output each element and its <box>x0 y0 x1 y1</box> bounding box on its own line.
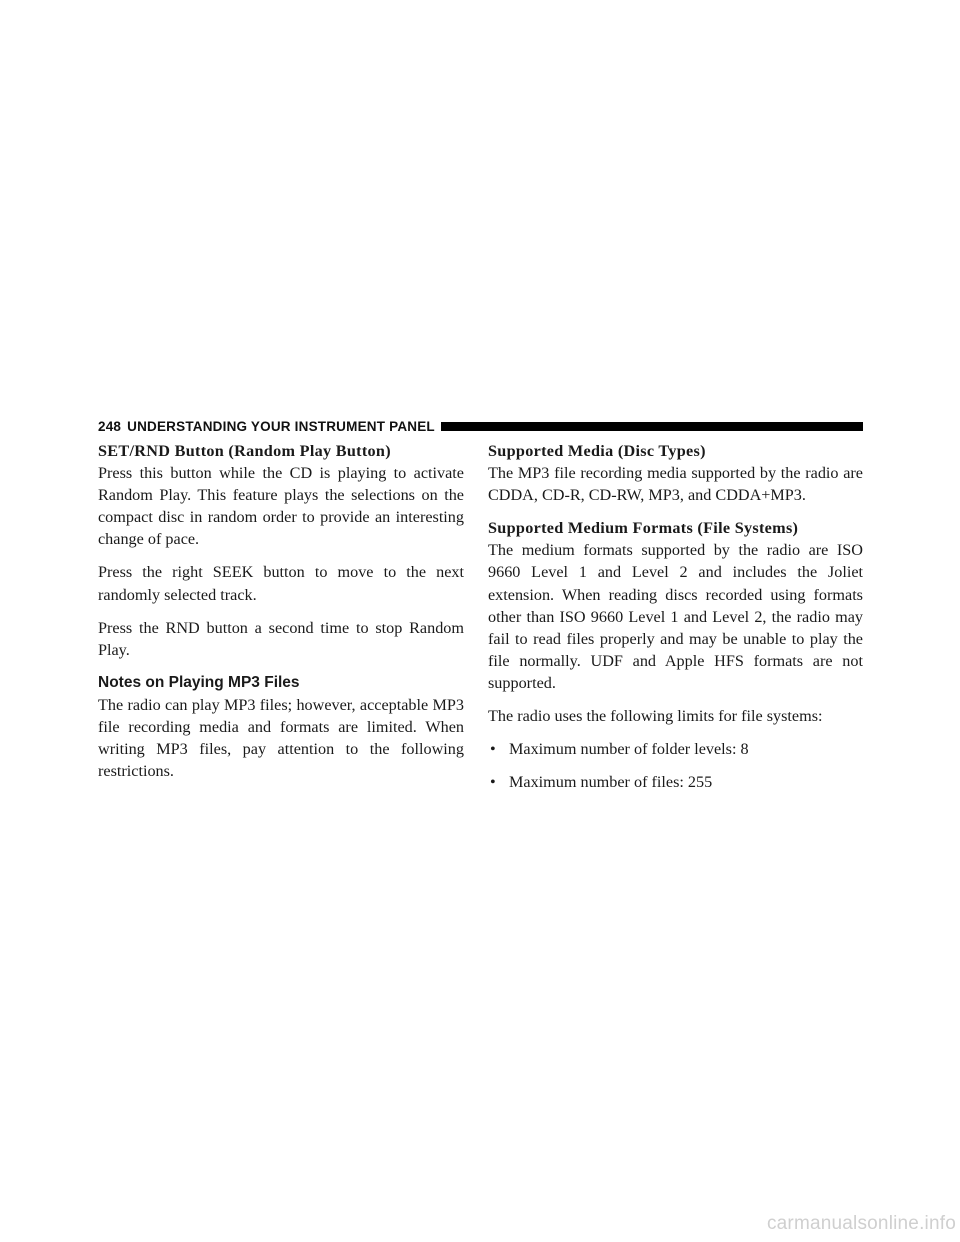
page-number: 248 <box>98 418 122 434</box>
paragraph-formats: The medium formats supported by the radio are ISO 9660 Level 1 and Level 2 and includes the Joliet extension. When reading discs recorded using formats other than ISO 9660 Level 1 and Level 2, the radio may fail to read files properly and may be unable to play the file normally. UDF and Apple HFS formats are not supported. <box>488 541 863 692</box>
paragraph-rnd-stop: Press the RND button a second time to stop Random Play. <box>98 618 464 659</box>
watermark: carmanualsonline.info <box>766 1213 956 1234</box>
subhead-media: Supported Media (Disc Types) <box>488 442 706 460</box>
subhead-formats: Supported Medium Formats (File Systems) <box>488 519 799 538</box>
running-title: UNDERSTANDING YOUR INSTRUMENT PANEL <box>127 418 435 434</box>
bullet-text: Maximum number of files: 255 <box>509 773 713 792</box>
list-item <box>488 771 863 793</box>
bullet-text: Maximum number of folder levels: 8 <box>509 740 749 759</box>
paragraph-limits: The radio uses the following limits for file systems: <box>488 707 823 726</box>
paragraph-media: The MP3 file recording media supported by the radio are CDDA, CD-R, CD-RW, MP3, and CDDA+MP3. <box>488 464 863 505</box>
page-header <box>98 417 863 435</box>
section-title-mp3: Notes on Playing MP3 Files <box>98 673 300 691</box>
right-column <box>488 440 863 804</box>
paragraph-mp3-intro: The radio can play MP3 files; however, acceptable MP3 file recording media and formats are limited. When writing MP3 files, pay attention to the following restrictions. <box>98 695 464 781</box>
paragraph-random-play: Press this button while the CD is playing to activate Random Play. This feature plays the selections on the compact disc in random order to provide an interesting change of pace. <box>98 464 464 549</box>
bullet-icon: • <box>490 773 496 792</box>
list-item <box>488 738 863 760</box>
header-rule <box>441 422 863 431</box>
subhead-setrnd: SET/RND Button (Random Play Button) <box>98 442 391 460</box>
left-column <box>98 440 464 793</box>
bullet-icon: • <box>490 740 496 759</box>
paragraph-seek: Press the right SEEK button to move to the next randomly selected track. <box>98 563 464 604</box>
